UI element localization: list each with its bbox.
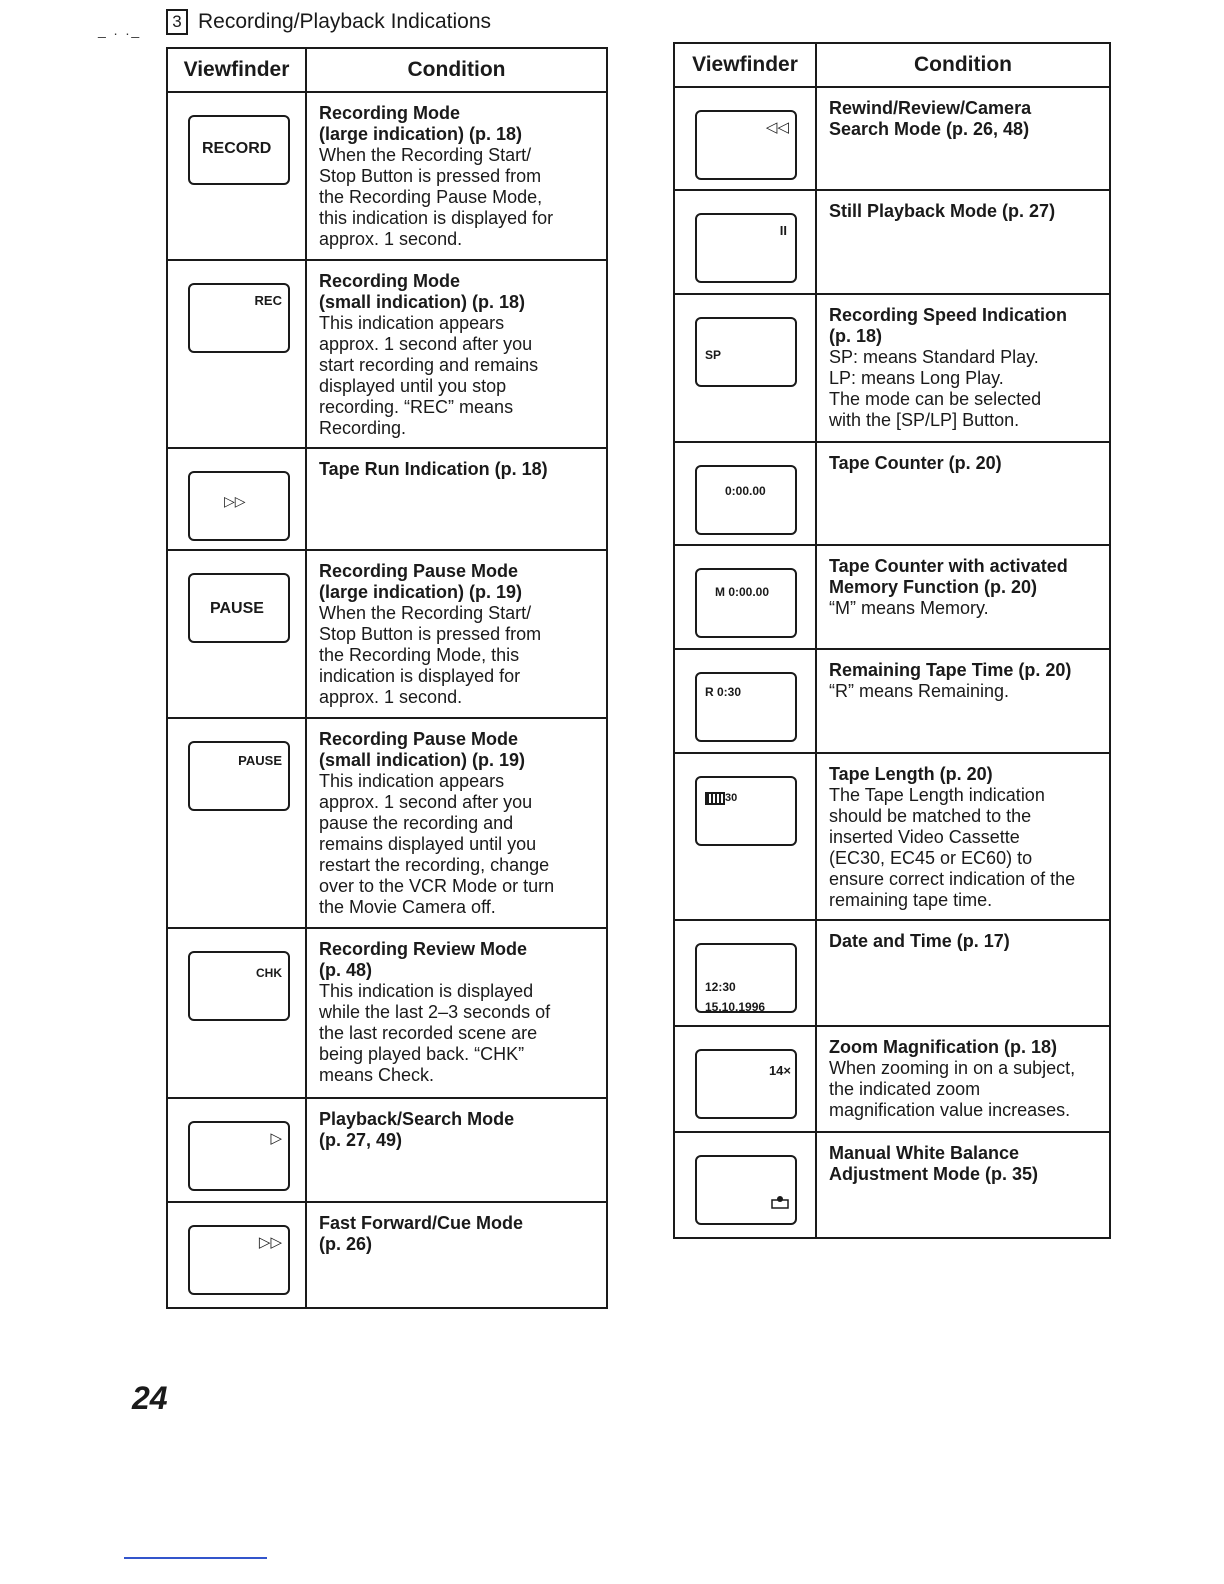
viewfinder-screen: [188, 471, 290, 541]
table-row: [167, 1098, 607, 1202]
viewfinder-screen: [695, 1155, 797, 1225]
condition-title: Tape Length (p. 20): [829, 764, 993, 784]
condition-zoom-magnification-p-18: [817, 1027, 1109, 1129]
condition-recording-mode: [307, 261, 606, 447]
viewfinder-indication: PAUSE: [238, 753, 282, 768]
condition-fast-forward-cue-mode: [307, 1203, 606, 1263]
condition-cell: [816, 920, 1110, 1026]
viewfinder-screen: [188, 283, 290, 353]
condition-cell: [816, 1132, 1110, 1238]
condition-title: Date and Time (p. 17): [829, 931, 1010, 951]
condition-title: Playback/Search Mode (p. 27, 49): [319, 1109, 515, 1150]
table-row: [674, 190, 1110, 294]
condition-title: Remaining Tape Time (p. 20): [829, 660, 1072, 680]
indications-table-left: [166, 47, 608, 1309]
condition-still-playback-mode-p-27: [817, 191, 1109, 230]
viewfinder-screen: [188, 1225, 290, 1295]
viewfinder-screen: [695, 568, 797, 638]
condition-description: When the Recording Start/ Stop Button is pressed from the Recording Pause Mode, this indication is displayed for approx. 1 second.: [319, 145, 554, 249]
white-balance-icon: [771, 1195, 789, 1209]
condition-description: “R” means Remaining.: [829, 681, 1010, 701]
condition-title: Tape Counter (p. 20): [829, 453, 1002, 473]
viewfinder-cell: [167, 260, 306, 448]
table-row: [674, 1132, 1110, 1238]
viewfinder-cell: [674, 649, 816, 753]
table-row: [167, 928, 607, 1098]
cassette-box-icon: [705, 792, 725, 805]
section-heading: [166, 9, 491, 35]
viewfinder-indication: 14×: [768, 1063, 791, 1078]
viewfinder-indication: 0:00.00: [725, 484, 766, 498]
header-viewfinder: Viewfinder: [674, 43, 816, 87]
viewfinder-indication: R 0:30: [705, 685, 742, 699]
condition-description: This indication appears approx. 1 second after you start recording and remains displayed until you stop recording. “REC” means Recording.: [319, 313, 539, 438]
viewfinder-cell: [674, 920, 816, 1026]
condition-recording-review-mode: [307, 929, 606, 1094]
viewfinder-screen: [695, 465, 797, 535]
condition-cell: [816, 294, 1110, 442]
condition-cell: [306, 928, 607, 1098]
viewfinder-indication: M 0:00.00: [715, 585, 770, 599]
viewfinder-screen: [695, 213, 797, 283]
condition-title: Recording Mode (small indication) (p. 18): [319, 271, 526, 312]
condition-recording-pause-mode: [307, 719, 606, 926]
viewfinder-cell: [674, 1132, 816, 1238]
viewfinder-screen: [695, 672, 797, 742]
viewfinder-indication: REC: [254, 293, 282, 308]
header-condition: Condition: [816, 43, 1110, 87]
condition-cell: [306, 92, 607, 260]
viewfinder-screen: [695, 110, 797, 180]
condition-title: Fast Forward/Cue Mode (p. 26): [319, 1213, 524, 1254]
viewfinder-cell: [674, 87, 816, 190]
condition-description: This indication appears approx. 1 second after you pause the recording and remains displayed until you restart the recording, change over to the VCR Mode or turn the Movie Camera off.: [319, 771, 555, 917]
condition-cell: [816, 649, 1110, 753]
table-row: [167, 92, 607, 260]
condition-cell: [816, 1026, 1110, 1132]
condition-manual-white-balance: [817, 1133, 1109, 1193]
viewfinder-screen: [695, 776, 797, 846]
cassette-icon: 30: [725, 792, 738, 804]
condition-title: Manual White Balance Adjustment Mode (p. 35): [829, 1143, 1039, 1184]
viewfinder-screen: [188, 1121, 290, 1191]
condition-description: This indication is displayed while the last 2–3 seconds of the last recorded scene are being played back. “CHK” means Check.: [319, 981, 551, 1085]
condition-cell: [816, 753, 1110, 920]
condition-tape-counter-p-20: [817, 443, 1109, 482]
condition-title: Rewind/Review/Camera Search Mode (p. 26, 48): [829, 98, 1032, 139]
table-row: [674, 753, 1110, 920]
condition-recording-speed-indication: [817, 295, 1109, 439]
viewfinder-cell: [167, 1202, 306, 1308]
table-row: [167, 448, 607, 550]
viewfinder-cell: [167, 92, 306, 260]
tape-run-icon: ▷▷: [224, 493, 246, 509]
viewfinder-cell: [167, 448, 306, 550]
condition-cell: [306, 550, 607, 718]
viewfinder-indication: CHK: [256, 966, 282, 980]
viewfinder-screen: [695, 317, 797, 387]
condition-recording-mode: [307, 93, 606, 258]
condition-cell: [816, 545, 1110, 649]
viewfinder-cell: [674, 753, 816, 920]
condition-title: Recording Review Mode (p. 48): [319, 939, 528, 980]
condition-tape-length-p-20: [817, 754, 1109, 919]
condition-cell: [816, 190, 1110, 294]
viewfinder-screen: [188, 951, 290, 1021]
indications-table-right: [673, 42, 1111, 1239]
viewfinder-screen: [695, 943, 797, 1013]
viewfinder-cell: [167, 1098, 306, 1202]
table-row: [674, 294, 1110, 442]
viewfinder-indication: RECORD: [202, 140, 272, 157]
section-title: Recording/Playback Indications: [198, 10, 491, 33]
condition-description: “M” means Memory.: [829, 598, 989, 618]
viewfinder-cell: [167, 928, 306, 1098]
condition-title: Recording Pause Mode (small indication) (p. 19): [319, 729, 526, 770]
condition-title: Recording Speed Indication (p. 18): [829, 305, 1068, 346]
table-row: [674, 1026, 1110, 1132]
condition-rewind-review-camera: [817, 88, 1109, 148]
condition-title: Still Playback Mode (p. 27): [829, 201, 1056, 221]
table-row: [167, 1202, 607, 1308]
condition-cell: [306, 1098, 607, 1202]
play-icon: ▷: [270, 1130, 282, 1147]
viewfinder-cell: [674, 190, 816, 294]
condition-tape-run-indication-p-18: [307, 449, 606, 488]
condition-cell: [306, 718, 607, 928]
viewfinder-screen: [188, 741, 290, 811]
condition-cell: [816, 87, 1110, 190]
condition-description: When zooming in on a subject, the indicated zoom magnification value increases.: [829, 1058, 1076, 1120]
margin-dash: _ . ._: [98, 22, 142, 38]
condition-remaining-tape-time-p-20: [817, 650, 1109, 710]
table-row: [674, 442, 1110, 545]
header-condition: Condition: [306, 48, 607, 92]
viewfinder-screen: [188, 115, 290, 185]
condition-title: Tape Run Indication (p. 18): [319, 459, 548, 479]
condition-recording-pause-mode: [307, 551, 606, 716]
table-row: [167, 550, 607, 718]
condition-title: Zoom Magnification (p. 18): [829, 1037, 1057, 1057]
table-row: [674, 649, 1110, 753]
condition-title: Tape Counter with activated Memory Function (p. 20): [829, 556, 1068, 597]
footer-rule: [124, 1557, 267, 1559]
condition-title: Recording Pause Mode (large indication) (p. 19): [319, 561, 523, 602]
condition-tape-counter-with-activated: [817, 546, 1109, 627]
viewfinder-cell: [167, 550, 306, 718]
viewfinder-cell: [674, 545, 816, 649]
condition-description: SP: means Standard Play. LP: means Long Play. The mode can be selected with the [SP/LP] Button.: [829, 347, 1042, 430]
condition-description: The Tape Length indication should be matched to the inserted Video Cassette (EC30, EC45 or EC60) to ensure correct indication of the remaining tape time.: [829, 785, 1076, 910]
fast-forward-icon: ▷▷: [258, 1234, 282, 1251]
viewfinder-cell: [674, 294, 816, 442]
condition-cell: [816, 442, 1110, 545]
condition-playback-search-mode: [307, 1099, 606, 1159]
viewfinder-cell: [674, 442, 816, 545]
viewfinder-cell: [167, 718, 306, 928]
condition-cell: [306, 1202, 607, 1308]
viewfinder-screen: [188, 573, 290, 643]
viewfinder-screen: [695, 1049, 797, 1119]
viewfinder-indication: SP: [705, 348, 722, 362]
condition-description: When the Recording Start/ Stop Button is pressed from the Recording Mode, this indication is displayed for approx. 1 second.: [319, 603, 542, 707]
rewind-icon: ◁◁: [765, 119, 789, 136]
section-number: 3: [166, 9, 188, 35]
condition-date-and-time-p-17: [817, 921, 1109, 960]
condition-cell: [306, 260, 607, 448]
condition-title: Recording Mode (large indication) (p. 18): [319, 103, 523, 144]
condition-cell: [306, 448, 607, 550]
viewfinder-cell: [674, 1026, 816, 1132]
table-row: [674, 87, 1110, 190]
header-viewfinder: Viewfinder: [167, 48, 306, 92]
viewfinder-indication: PAUSE: [210, 600, 264, 617]
pause-icon: II: [779, 223, 787, 238]
viewfinder-indication: 12:30 15.10.1996: [705, 980, 766, 1014]
table-row: [674, 545, 1110, 649]
table-row: [674, 920, 1110, 1026]
table-row: [167, 260, 607, 448]
page-number: 24: [132, 1380, 168, 1416]
table-row: [167, 718, 607, 928]
